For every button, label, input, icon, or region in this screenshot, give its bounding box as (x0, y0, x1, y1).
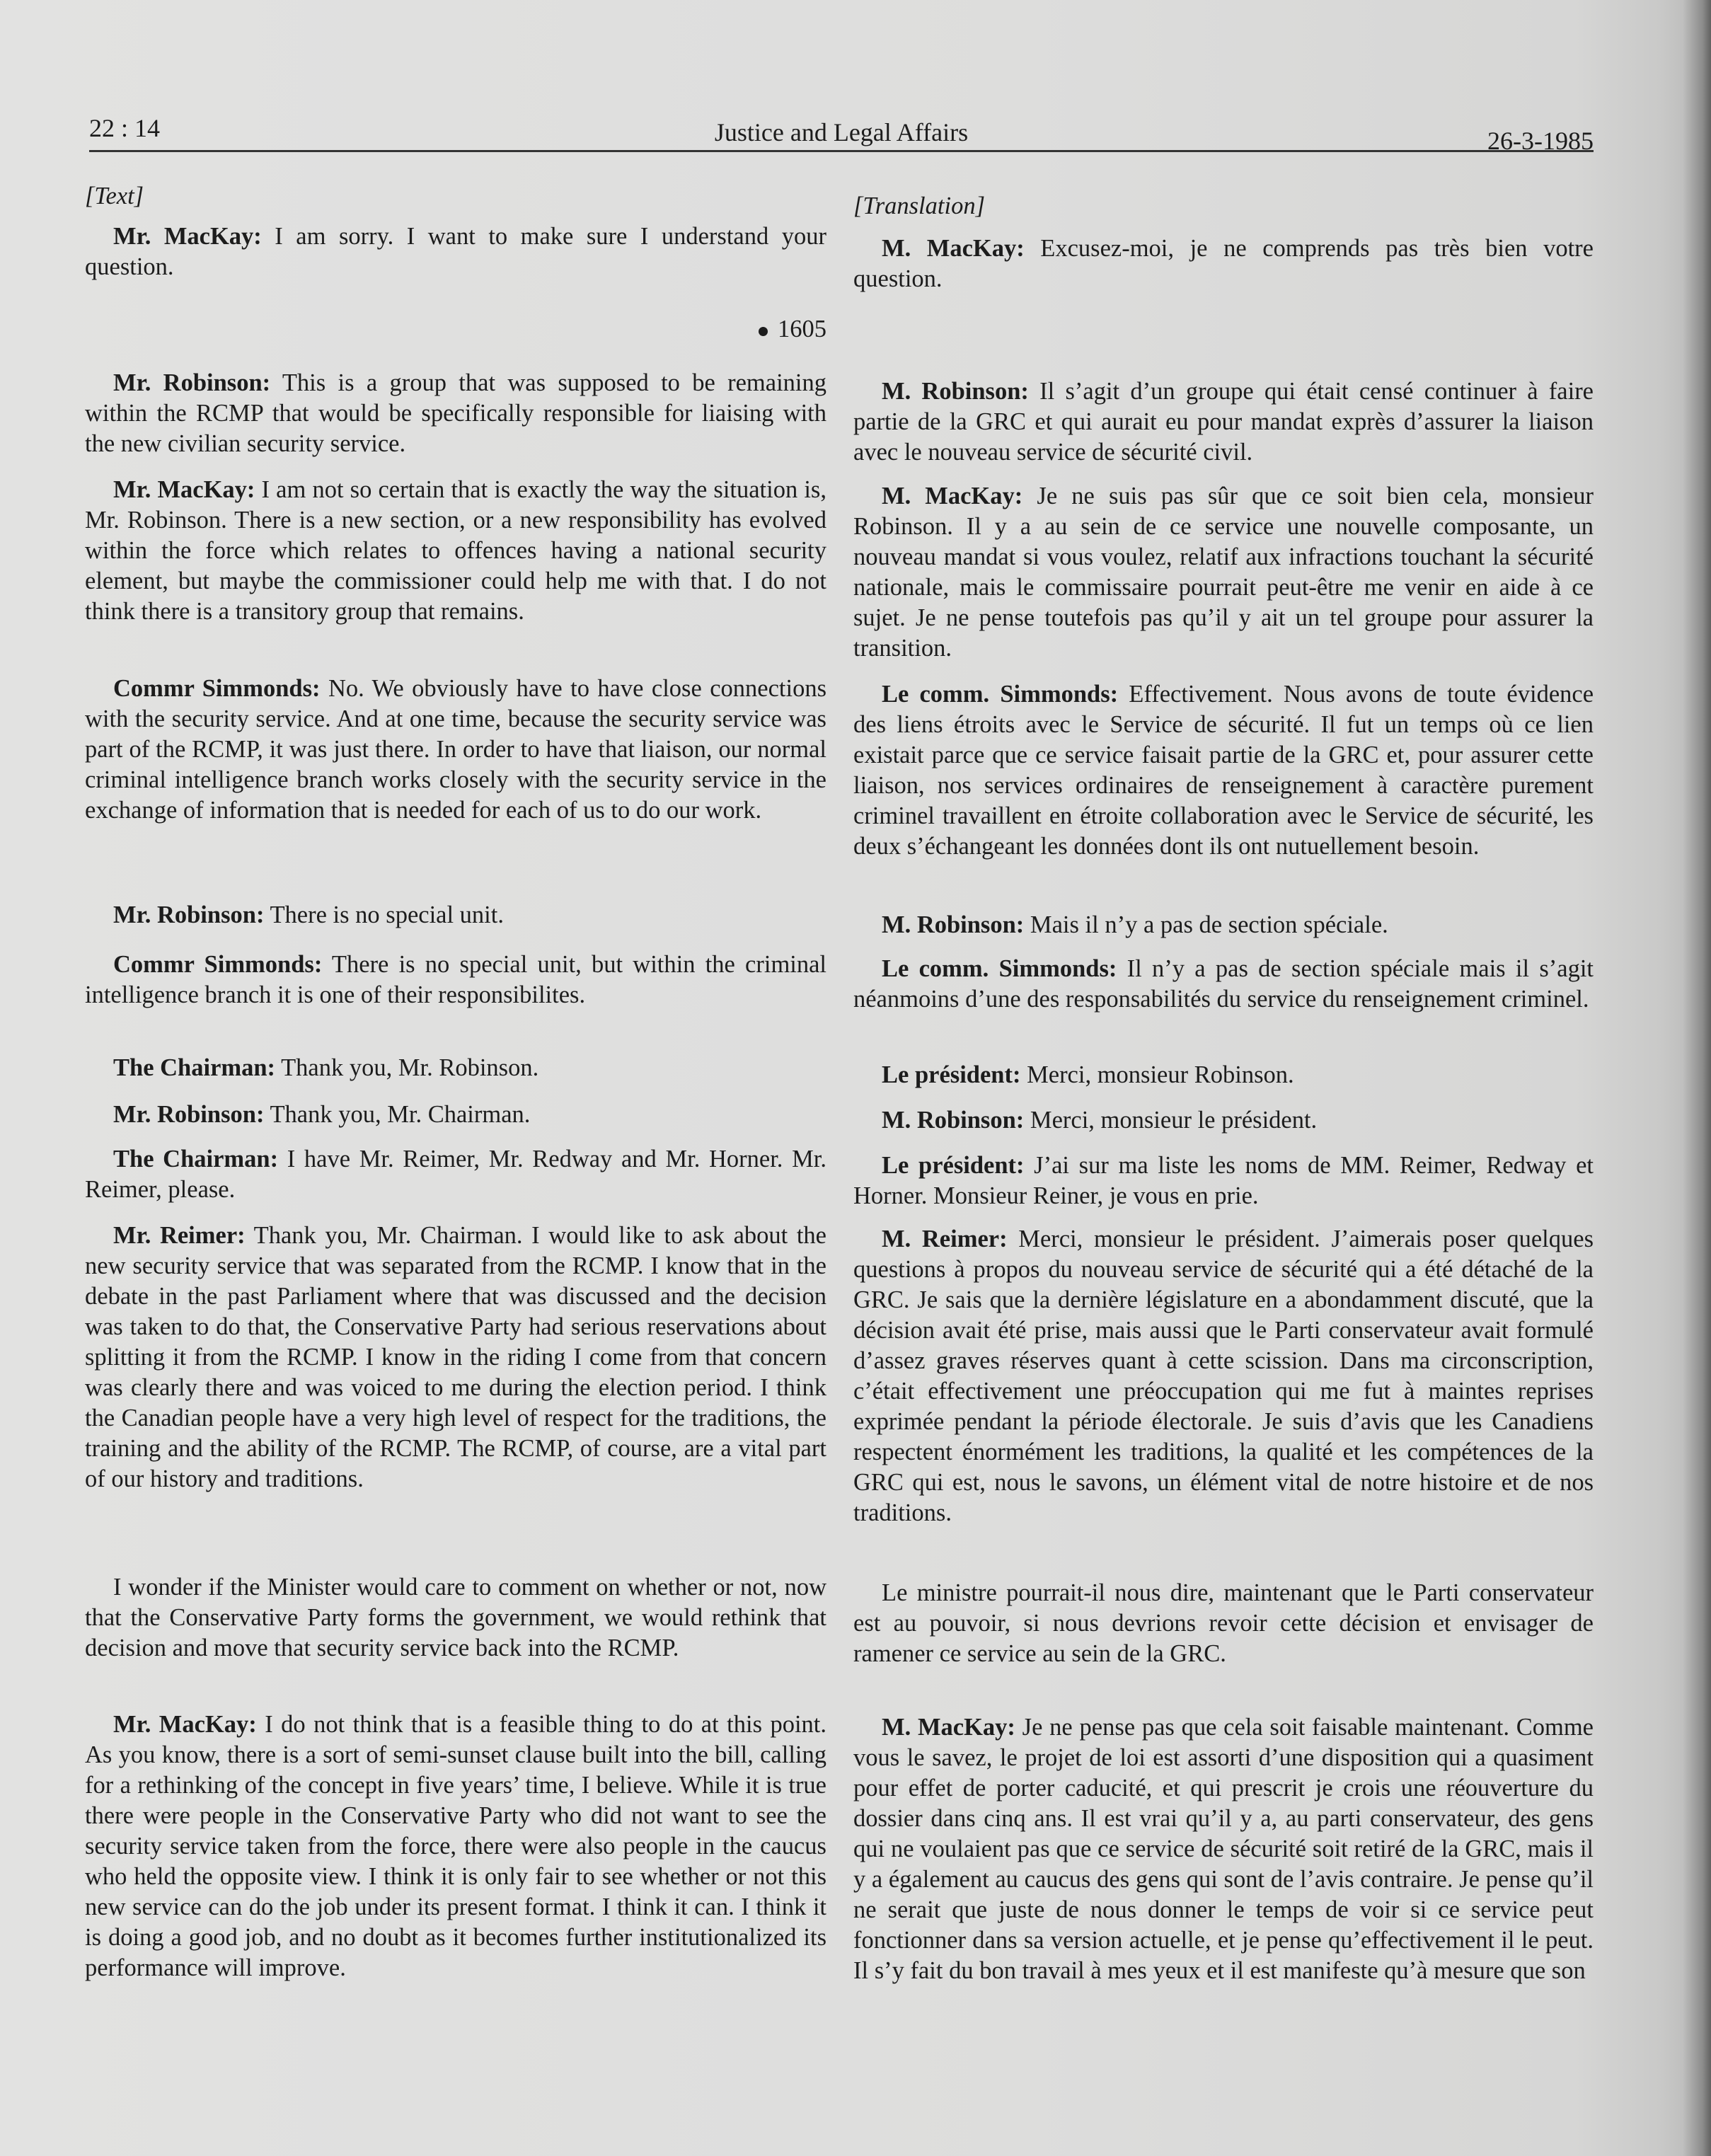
speech-text: Je ne pense pas que cela soit faisable maintenant. Comme vous le savez, le projet de loi est assorti d’une disposition qui a quasiment pour effet de porter caducité, et qui prescrit je crois une réouverture du dossier dans cinq ans. Il est vrai qu’il y a, au parti conservateur, des gens qui ne voulaient pas que ce service de sécurité soit retiré de la GRC, mais il y a également au caucus des gens qui sont de l’avis contraire. Je pense qu’il ne serait que juste de nous donner le temps de voir si ce service peut fonctionner dans sa version actuelle, et je pense qu’effectivement il le peut. Il s’y fait du bon travail à mes yeux et il est manifeste qu’à mesure que son (853, 1714, 1594, 1984)
right-paragraph (853, 481, 1594, 664)
right-paragraph (853, 1224, 1594, 1528)
speech-text: Il n’y a pas de section spéciale mais il s’agit néanmoins d’une des responsabilités du service du renseignement criminel. (853, 955, 1594, 1013)
left-paragraph (85, 368, 826, 459)
header-rule (89, 150, 1594, 152)
timestamp: 1605 (778, 316, 826, 342)
speaker-name: Commr Simmonds: (113, 951, 323, 978)
speech-text: Mais il n’y a pas de section spéciale. (1024, 911, 1388, 938)
speaker-name: Mr. MacKay: (113, 476, 255, 503)
page-title: Justice and Legal Affairs (714, 118, 969, 146)
speech-text: Thank you, Mr. Robinson. (275, 1054, 539, 1081)
speech-text: This is a group that was supposed to be remaining within the RCMP that would be specifically responsible for liaising with the new civilian security service. (85, 369, 826, 457)
speaker-name: Mr. MacKay: (113, 223, 262, 250)
right-paragraph (853, 1712, 1594, 1986)
speaker-name: M. Reimer: (882, 1226, 1008, 1252)
speaker-name: Le président: (882, 1061, 1021, 1088)
speaker-name: Mr. MacKay: (113, 1711, 257, 1738)
right-paragraph (853, 1578, 1594, 1669)
left-paragraph (85, 900, 826, 930)
speaker-name: Mr. Reimer: (113, 1222, 246, 1249)
left-paragraph (85, 674, 826, 826)
left-paragraph (85, 1221, 826, 1494)
left-paragraph (85, 221, 826, 282)
page-header (89, 113, 1594, 153)
time-marker (85, 314, 826, 345)
speaker-name: M. Robinson: (882, 1107, 1025, 1134)
right-paragraph (853, 679, 1594, 862)
translation-marker: [Translation] (853, 192, 985, 219)
page-date: 26-3-1985 (1487, 127, 1594, 155)
speaker-name: Le comm. Simmonds: (882, 955, 1117, 982)
page-number: 22 : 14 (89, 114, 161, 142)
speech-text: Merci, monsieur le président. J’aimerais poser quelques questions à propos du nouveau service de sécurité qui a été détaché de la GRC. Je sais que la dernière législature en a abondamment discuté, que la décision avait été prise, mais aussi que le Parti conservateur avait formulé d’assez graves réserves quant à cette scission. Dans ma circonscription, c’était effectivement une préoccupation qui me fut à maintes reprises exprimée pendant la période électorale. Je suis d’avis que les Canadiens respectent énormément les traditions, la qualité et les compétences de la GRC qui est, nous le savons, un élément vital de notre histoire et de nos traditions. (853, 1226, 1594, 1526)
left-paragraph (85, 1710, 826, 1983)
speech-text: Merci, monsieur le président. (1024, 1107, 1318, 1134)
speech-text: Je ne suis pas sûr que ce soit bien cela, monsieur Robinson. Il y a au sein de ce service une nouvelle composante, un nouveau mandat si vous voulez, relatif aux infractions touchant la sécurité nationale, mais le commissaire pourrait peut-être me venir en aide à ce sujet. Je ne pense toutefois pas qu’il y ait un tel groupe pour assurer la transition. (853, 483, 1594, 662)
speech-text: There is no special unit, but within the criminal intelligence branch it is one of their responsibilites. (85, 951, 827, 1008)
speech-text: Thank you, Mr. Chairman. I would like to ask about the new security service that was separated from the RCMP. I know that in the debate in the past Parliament where that was discussed and the decision was taken to do that, the Conservative Party had serious reservations about splitting it from the RCMP. I know in the riding I come from that concern was clearly there and was voiced to me during the election period. I think the Canadian people have a very high level of respect for the traditions, the training and the ability of the RCMP. The RCMP, of course, are a vital part of our history and traditions. (85, 1222, 826, 1492)
right-paragraph (853, 910, 1594, 940)
speech-text: No. We obviously have to have close connections with the security service. And at one time, because the security service was part of the RCMP, it was just there. In order to have that liaison, our normal criminal intelligence branch works closely with the security service in the exchange of information that is needed for each of us to do our work. (85, 675, 826, 824)
speech-text: Le ministre pourrait-il nous dire, maintenant que le Parti conservateur est au pouvoir, si nous devrions revoir cette décision et envisager de ramener ce service au sein de la GRC. (853, 1579, 1594, 1667)
speaker-name: Mr. Robinson: (113, 901, 265, 928)
speech-text: I am not so certain that is exactly the way the situation is, Mr. Robinson. There is a new section, or a new responsibility has evolved within the force which relates to offences having a national security element, but maybe the commissioner could help me with that. I do not think there is a transitory group that remains. (85, 476, 826, 625)
speaker-name: The Chairman: (113, 1146, 279, 1172)
speaker-name: The Chairman: (113, 1054, 276, 1081)
right-paragraph (853, 1060, 1594, 1090)
speech-text: I do not think that is a feasible thing to do at this point. As you know, there is a sort of semi-sunset clause built into the bill, calling for a rethinking of the concept in five years’ time, I believe. While it is true there were people in the Conservative Party who did not want to see the security service taken from the force, there were also people in the caucus who held the opposite view. I think it is only fair to see whether or not this new service can do the job under its present format. I think it can. I think it is doing a good job, and no doubt as it becomes further institutionalized its performance will improve. (85, 1711, 826, 1981)
speech-text: Il s’agit d’un groupe qui était censé continuer à faire partie de la GRC et qui aurait eu pour mandat exprès d’assurer la liaison avec le nouveau service de sécurité civil. (853, 378, 1594, 466)
right-paragraph (853, 1151, 1594, 1211)
page-spine-shadow (1683, 0, 1711, 2156)
speech-text: I have Mr. Reimer, Mr. Redway and Mr. Horner. Mr. Reimer, please. (85, 1146, 826, 1203)
speech-text: Merci, monsieur Robinson. (1020, 1061, 1294, 1088)
speech-text: Effectivement. Nous avons de toute évidence des liens étroits avec le Service de sécurité. Il fut un temps où ce lien existait parce que ce service faisait partie de la GRC et, pour assurer cette liaison, nos services ordinaires de renseignement à caractère purement criminel travaillent en étroite collaboration avec le Service de sécurité, les deux s’échangeant les données dont ils ont nutuellement besoin. (853, 681, 1594, 860)
speech-text: Excusez-moi, je ne comprends pas très bien votre question. (853, 235, 1594, 292)
speaker-name: M. MacKay: (882, 483, 1023, 509)
speaker-name: M. MacKay: (882, 235, 1025, 262)
text-marker: [Text] (85, 183, 144, 209)
speech-text: There is no special unit. (264, 901, 504, 928)
left-paragraph (85, 1100, 826, 1130)
left-paragraph (85, 475, 826, 627)
bullet-icon (759, 327, 768, 336)
left-paragraph (85, 950, 826, 1010)
speaker-name: Le comm. Simmonds: (882, 681, 1119, 708)
speaker-name: Mr. Robinson: (113, 1101, 265, 1128)
speaker-name: Mr. Robinson: (113, 369, 271, 396)
right-paragraph (853, 376, 1594, 468)
left-paragraph (85, 1572, 826, 1664)
left-paragraph (85, 1053, 826, 1083)
speech-text: J’ai sur ma liste les noms de MM. Reimer, Redway et Horner. Monsieur Reiner, je vous en prie. (853, 1152, 1594, 1209)
speech-text: Thank you, Mr. Chairman. (264, 1101, 531, 1128)
speech-text: I am sorry. I want to make sure I understand your question. (85, 223, 826, 280)
speaker-name: Commr Simmonds: (113, 675, 321, 702)
left-paragraph (85, 1144, 826, 1205)
right-paragraph (853, 1105, 1594, 1136)
speaker-name: M. Robinson: (882, 911, 1025, 938)
right-paragraph (853, 234, 1594, 294)
speaker-name: Le président: (882, 1152, 1025, 1179)
speaker-name: M. MacKay: (882, 1714, 1015, 1741)
speech-text: I wonder if the Minister would care to comment on whether or not, now that the Conservative Party forms the government, we would rethink that decision and move that security service back into the RCMP. (85, 1574, 826, 1661)
right-paragraph (853, 954, 1594, 1015)
speaker-name: M. Robinson: (882, 378, 1029, 405)
